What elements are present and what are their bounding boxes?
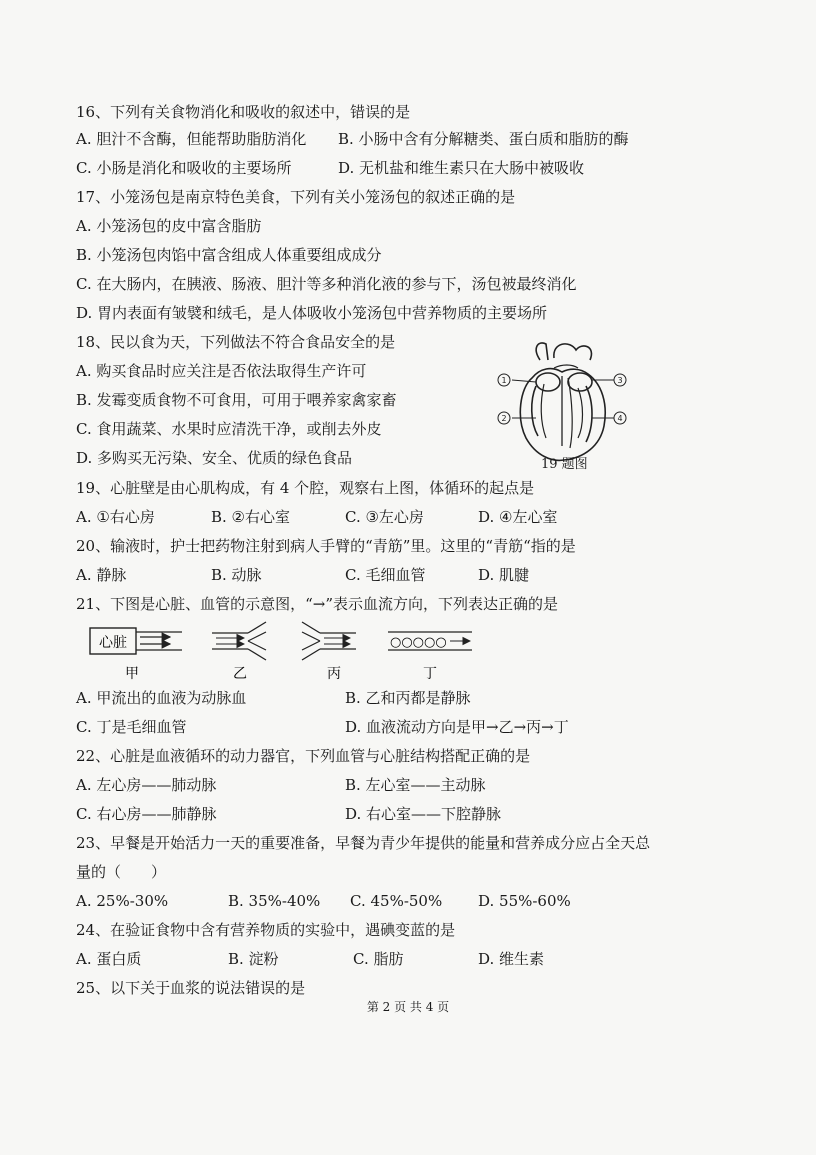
question-16-stem: 16、下列有关食物消化和吸收的叙述中，错误的是 bbox=[76, 103, 411, 121]
question-22-option-d: D. 右心室——下腔静脉 bbox=[345, 805, 502, 823]
question-19-option-d: D. ④左心室 bbox=[478, 508, 558, 526]
question-20-option-d: D. 肌腱 bbox=[478, 566, 530, 584]
vessel-heart-label: 心脏 bbox=[99, 635, 127, 651]
question-22-option-a: A. 左心房——肺动脉 bbox=[76, 776, 217, 794]
heart-label-1: 1 bbox=[501, 376, 507, 385]
question-24-option-b: B. 淀粉 bbox=[228, 950, 279, 968]
question-21-option-b: B. 乙和丙都是静脉 bbox=[345, 689, 471, 707]
question-20-option-b: B. 动脉 bbox=[211, 566, 262, 584]
question-21-stem: 21、下图是心脏、血管的示意图，“→”表示血流方向，下列表达正确的是 bbox=[76, 595, 558, 613]
question-16-option-a: A. 胆汁不含酶，但能帮助脂肪消化 bbox=[76, 130, 307, 148]
heart-label-2: 2 bbox=[501, 414, 507, 423]
question-18-stem: 18、民以食为天，下列做法不符合食品安全的是 bbox=[76, 333, 396, 351]
capillary-cells: ○○○○○ bbox=[390, 635, 447, 650]
question-22-stem: 22、心脏是血液循环的动力器官，下列血管与心脏结构搭配正确的是 bbox=[76, 747, 531, 765]
vessel-diagram bbox=[88, 618, 508, 684]
heart-label-4: 4 bbox=[617, 414, 623, 423]
question-24-stem: 24、在验证食物中含有营养物质的实验中，遇碘变蓝的是 bbox=[76, 921, 456, 939]
question-19-option-b: B. ②右心室 bbox=[211, 508, 291, 526]
question-24-option-d: D. 维生素 bbox=[478, 950, 545, 968]
question-21-option-d: D. 血液流动方向是甲→乙→丙→丁 bbox=[345, 718, 569, 736]
question-23-stem: 23、早餐是开始活力一天的重要准备，早餐为青少年提供的能量和营养成分应占全天总 bbox=[76, 834, 651, 852]
question-17-option-c: C. 在大肠内，在胰液、肠液、胆汁等多种消化液的参与下，汤包被最终消化 bbox=[76, 275, 577, 293]
question-23-stem-continued: 量的（ ） bbox=[76, 863, 167, 881]
question-18-option-c: C. 食用蔬菜、水果时应清洗干净，或削去外皮 bbox=[76, 420, 382, 438]
question-20-stem: 20、输液时，护士把药物注射到病人手臂的“青筋”里。这里的“青筋“指的是 bbox=[76, 537, 576, 555]
question-22-option-c: C. 右心房——肺静脉 bbox=[76, 805, 217, 823]
question-17-option-b: B. 小笼汤包肉馅中富含组成人体重要组成成分 bbox=[76, 246, 382, 264]
question-23-option-a: A. 25%-30% bbox=[76, 892, 169, 910]
question-23-option-d: D. 55%-60% bbox=[478, 892, 571, 910]
question-17-option-d: D. 胃内表面有皱襞和绒毛，是人体吸收小笼汤包中营养物质的主要场所 bbox=[76, 304, 548, 322]
question-18-option-a: A. 购买食品时应关注是否依法取得生产许可 bbox=[76, 362, 367, 380]
vessel-name-yi: 乙 bbox=[233, 666, 247, 682]
question-21-option-a: A. 甲流出的血液为动脉血 bbox=[76, 689, 247, 707]
question-19-stem: 19、心脏壁是由心肌构成，有 4 个腔，观察右上图，体循环的起点是 bbox=[76, 479, 535, 497]
question-16-option-c: C. 小肠是消化和吸收的主要场所 bbox=[76, 159, 292, 177]
question-16-option-d: D. 无机盐和维生素只在大肠中被吸收 bbox=[338, 159, 585, 177]
question-17-option-a: A. 小笼汤包的皮中富含脂肪 bbox=[76, 217, 262, 235]
question-20-option-a: A. 静脉 bbox=[76, 566, 127, 584]
page-footer: 第 2 页 共 4 页 bbox=[366, 1000, 450, 1014]
question-21-option-c: C. 丁是毛细血管 bbox=[76, 718, 187, 736]
question-16-option-b: B. 小肠中含有分解糖类、蛋白质和脂肪的酶 bbox=[338, 130, 629, 148]
question-23-option-b: B. 35%-40% bbox=[228, 892, 321, 910]
question-20-option-c: C. 毛细血管 bbox=[345, 566, 426, 584]
question-25-stem: 25、以下关于血浆的说法错误的是 bbox=[76, 979, 306, 997]
heart-diagram bbox=[492, 338, 632, 466]
vessel-name-bing: 丙 bbox=[327, 666, 341, 682]
question-22-option-b: B. 左心室——主动脉 bbox=[345, 776, 486, 794]
vessel-name-ding: 丁 bbox=[423, 666, 437, 682]
vessel-name-jia: 甲 bbox=[125, 666, 139, 682]
question-18-option-d: D. 多购买无污染、安全、优质的绿色食品 bbox=[76, 449, 353, 467]
heart-label-3: 3 bbox=[617, 376, 623, 385]
question-24-option-a: A. 蛋白质 bbox=[76, 950, 142, 968]
figure-19-caption: 19 题图 bbox=[541, 457, 588, 472]
question-19-option-a: A. ①右心房 bbox=[76, 508, 155, 526]
question-23-option-c: C. 45%-50% bbox=[350, 892, 443, 910]
question-19-option-c: C. ③左心房 bbox=[345, 508, 424, 526]
question-17-stem: 17、小笼汤包是南京特色美食，下列有关小笼汤包的叙述正确的是 bbox=[76, 188, 516, 206]
question-24-option-c: C. 脂肪 bbox=[353, 950, 404, 968]
question-18-option-b: B. 发霉变质食物不可食用，可用于喂养家禽家畜 bbox=[76, 391, 397, 409]
